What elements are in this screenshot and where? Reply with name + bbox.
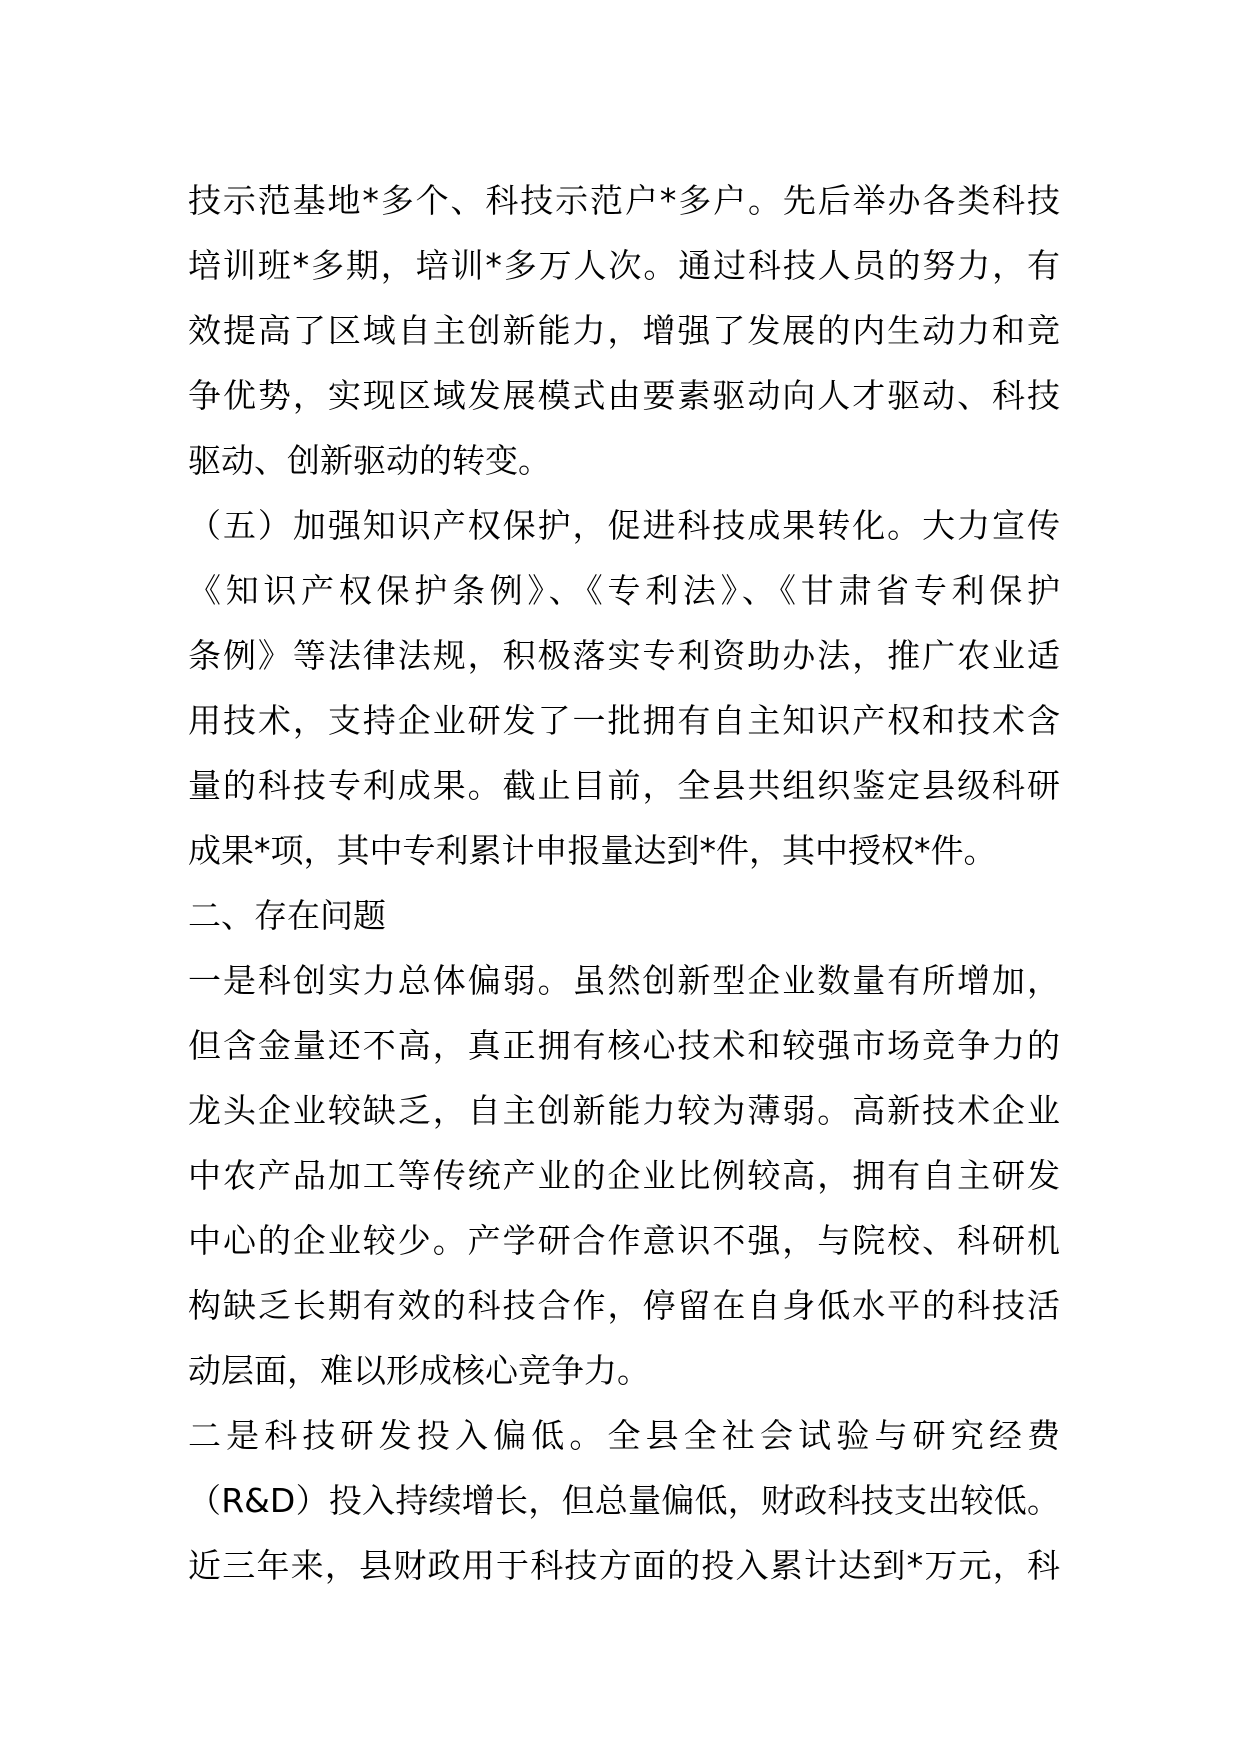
text-line: （R&D）投入持续增长，但总量偏低，财政科技支出较低。 <box>188 1481 1060 1520</box>
text-line: 二是科技研发投入偏低。全县全社会试验与研究经费 <box>188 1416 1060 1455</box>
paragraph <box>188 493 1060 883</box>
text-line: 技示范基地*多个、科技示范户*多户。先后举办各类科技 <box>188 181 1060 220</box>
text-line: 条例》等法律法规，积极落实专利资助办法，推广农业适 <box>188 636 1060 675</box>
text-line: 驱动、创新驱动的转变。 <box>188 441 551 480</box>
text-line: 一是科创实力总体偏弱。虽然创新型企业数量有所增加， <box>188 961 1060 1000</box>
text-line: 成果*项，其中专利累计申报量达到*件，其中授权*件。 <box>188 831 997 870</box>
text-line: 龙头企业较缺乏，自主创新能力较为薄弱。高新技术企业 <box>188 1091 1060 1130</box>
paragraph <box>188 168 1060 493</box>
text-line: 中心的企业较少。产学研合作意识不强，与院校、科研机 <box>188 1221 1060 1260</box>
text-line: 动层面，难以形成核心竞争力。 <box>188 1351 650 1390</box>
text-line: 中农产品加工等传统产业的企业比例较高，拥有自主研发 <box>188 1156 1060 1195</box>
text-line: 培训班*多期，培训*多万人次。通过科技人员的努力，有 <box>188 246 1060 285</box>
text-line: 用技术，支持企业研发了一批拥有自主知识产权和技术含 <box>188 701 1060 740</box>
text-line: 构缺乏长期有效的科技合作，停留在自身低水平的科技活 <box>188 1286 1060 1325</box>
paragraph <box>188 948 1060 1403</box>
text-line: 《知识产权保护条例》、《专利法》、《甘肃省专利保护 <box>188 571 1060 610</box>
section-heading <box>188 883 1060 948</box>
text-line: 但含金量还不高，真正拥有核心技术和较强市场竞争力的 <box>188 1026 1060 1065</box>
text-line: （五）加强知识产权保护，促进科技成果转化。大力宣传 <box>188 506 1060 545</box>
paragraph <box>188 1403 1060 1598</box>
document-body <box>188 168 1060 1598</box>
text-line: 效提高了区域自主创新能力，增强了发展的内生动力和竞 <box>188 311 1060 350</box>
text-line: 量的科技专利成果。截止目前，全县共组织鉴定县级科研 <box>188 766 1060 805</box>
section-heading-text: 二、存在问题 <box>188 896 386 935</box>
text-line: 近三年来，县财政用于科技方面的投入累计达到*万元，科 <box>188 1546 1060 1585</box>
text-line: 争优势，实现区域发展模式由要素驱动向人才驱动、科技 <box>188 376 1060 415</box>
